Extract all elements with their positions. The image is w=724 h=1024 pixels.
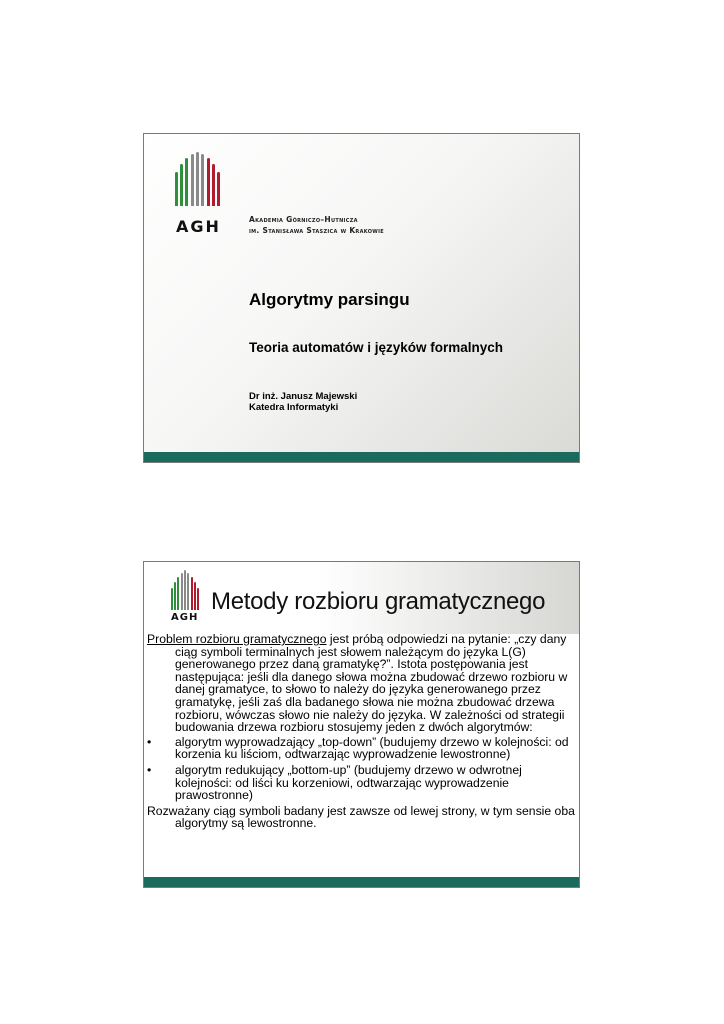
closing-paragraph: Rozważany ciąg symboli badany jest zawsze od lewej strony, w tym sensie oba algorytmy są lewostronne.	[147, 803, 575, 831]
agh-logo-icon	[171, 570, 199, 610]
agh-logo-icon	[175, 152, 221, 206]
content-slide	[143, 561, 580, 888]
algorithm-list	[147, 736, 577, 802]
slide-title: Metody rozbioru gramatycznego	[211, 588, 546, 615]
intro-term: Problem rozbioru gramatycznego	[147, 632, 327, 646]
list-item-text: algorytm redukujący „bottom-up” (budujemy drzewo w odwrotnej kolejności: od liści ku korzeniowi, odtwarzając wyprowadzenie prawostronne)	[175, 762, 522, 803]
list-item-text: algorytm wyprowadzający „top-down” (budujemy drzewo w kolejności: od korzenia ku liściom, odtwarzając wyprowadzenie lewostronne)	[175, 734, 569, 762]
author-block	[249, 391, 357, 413]
bullet-icon: •	[147, 734, 152, 749]
slide-title: Algorytmy parsingu	[249, 290, 410, 309]
logo-text: AGH	[171, 612, 199, 623]
institution-name	[249, 214, 384, 236]
author-name: Dr inż. Janusz Majewski	[249, 391, 358, 402]
department: Katedra Informatyki	[249, 402, 339, 413]
slide-body	[147, 633, 577, 830]
slide-subtitle: Teoria automatów i języków formalnych	[249, 340, 504, 355]
list-item	[147, 736, 577, 761]
bullet-icon: •	[147, 762, 152, 777]
footer-bar	[144, 877, 579, 887]
logo-text: AGH	[176, 217, 221, 236]
institution-line-1: Akademia Górniczo–Hutnicza	[249, 215, 358, 224]
list-item	[147, 764, 577, 802]
footer-bar	[144, 452, 579, 462]
institution-line-2: im. Stanisława Staszica w Krakowie	[249, 226, 384, 235]
intro-paragraph	[147, 633, 577, 734]
intro-text: jest próbą odpowiedzi na pytanie: „czy dany ciąg symboli terminalnych jest słowem należącym do języka L(G) generowanego przez daną gramatykę?”. Istota postępowania jest następująca: jeśli dla danego słowa można zbudować drzewo rozbioru w danej gramatyce, to słowo to należy do języka generowanego przez gramatykę, jeśli zaś dla badanego słowa nie można zbudować drzewa rozbioru, wówczas słowo nie należy do języka. W zależności od strategii budowania drzewa rozbioru stosujemy jeden z dwóch algorytmów:	[175, 632, 568, 735]
title-slide	[143, 133, 580, 463]
